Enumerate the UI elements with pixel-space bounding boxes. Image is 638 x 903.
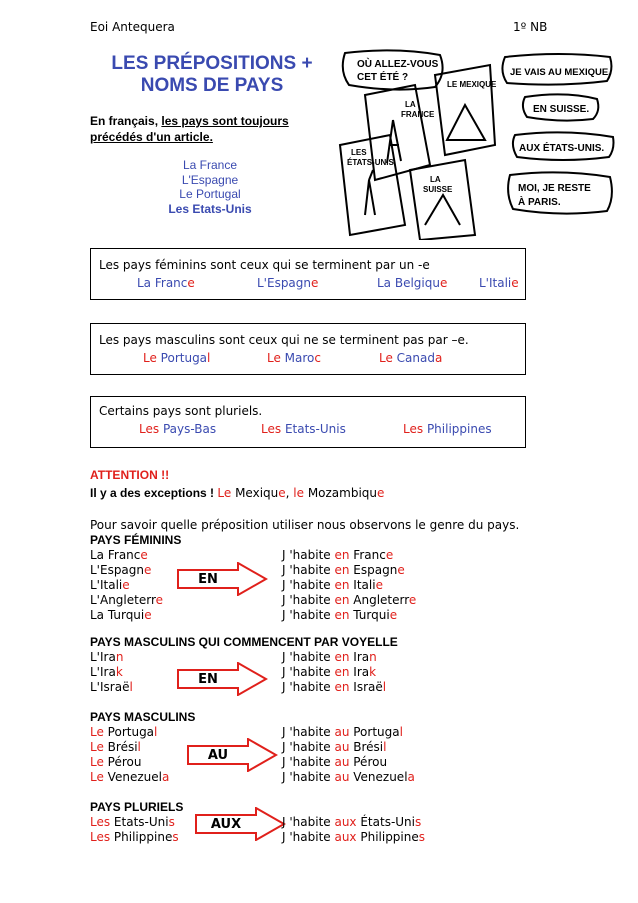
example-item: La France bbox=[182, 158, 238, 172]
book4-line2: SUISSE bbox=[423, 185, 453, 194]
list-item: La France bbox=[90, 548, 148, 562]
speech-bubble-1 bbox=[343, 50, 443, 89]
book2-line2: FRANCE bbox=[401, 110, 435, 119]
list-item: J 'habite aux États-Unis bbox=[282, 815, 422, 829]
masculine-rule-box bbox=[90, 323, 526, 375]
book3-line2: ÉTATS-UNIS bbox=[347, 158, 394, 167]
list-item: L'Israël bbox=[90, 680, 133, 694]
page-title bbox=[92, 53, 332, 97]
plural-example: Les Philippines bbox=[403, 422, 492, 436]
list-item: J 'habite au Brésil bbox=[282, 740, 387, 754]
masculine-rule-text: Les pays masculins sont ceux qui ne se terminent pas par –e. bbox=[99, 333, 469, 347]
book-mexique bbox=[435, 65, 495, 155]
statue-sketch bbox=[365, 170, 375, 215]
list-item: L'Italie bbox=[90, 578, 130, 592]
book4-line1: LA bbox=[430, 175, 441, 184]
list-item: Le Pérou bbox=[90, 755, 142, 769]
bubble1-line1: OÙ ALLEZ-VOUS bbox=[357, 59, 439, 70]
masc-vowel-left-list bbox=[90, 650, 133, 695]
feminine-example: La France bbox=[137, 276, 195, 290]
feminine-right-list bbox=[282, 548, 416, 623]
masculine-example: Le Portugal bbox=[143, 351, 211, 365]
example-item: Le Portugal bbox=[179, 187, 241, 201]
list-item: Le Portugal bbox=[90, 725, 158, 739]
plural-left-list bbox=[90, 815, 179, 845]
attention-heading: ATTENTION !! bbox=[90, 468, 170, 482]
section-heading-plural: PAYS PLURIELS bbox=[90, 800, 184, 814]
title-line-2: NOMS DE PAYS bbox=[140, 75, 284, 96]
list-item: J 'habite au Venezuela bbox=[282, 770, 415, 784]
example-item: Les Etats-Unis bbox=[168, 201, 252, 216]
list-item: J 'habite en Italie bbox=[282, 578, 383, 592]
list-item: J 'habite en Angleterre bbox=[282, 593, 417, 607]
list-item: Les Etats-Unis bbox=[90, 815, 175, 829]
book3-line1: LES bbox=[351, 148, 367, 157]
header-left: Eoi Antequera bbox=[90, 20, 175, 34]
book-etats-unis bbox=[340, 135, 405, 235]
section-heading-feminine: PAYS FÉMININS bbox=[90, 533, 182, 547]
book1-label: LE MEXIQUE bbox=[447, 80, 497, 89]
list-item: J 'habite en France bbox=[282, 548, 394, 562]
feminine-example: L'Italie bbox=[479, 276, 519, 290]
feminine-rule-box bbox=[90, 248, 526, 300]
cartoon-illustration bbox=[335, 45, 615, 240]
feminine-rule-text: Les pays féminins sont ceux qui se terminent par un -e bbox=[99, 258, 430, 272]
list-item: L'Espagne bbox=[90, 563, 152, 577]
plural-example: Les Pays-Bas bbox=[139, 422, 217, 436]
list-item: La Turquie bbox=[90, 608, 152, 622]
list-item: J 'habite aux Philippines bbox=[282, 830, 426, 844]
explain-text: Pour savoir quelle préposition utiliser nous observons le genre du pays. bbox=[90, 518, 520, 532]
list-item: L'Irak bbox=[90, 665, 123, 679]
arrow-label-feminine: EN bbox=[198, 572, 218, 587]
list-item: J 'habite en Israël bbox=[282, 680, 387, 694]
list-item: L'Iran bbox=[90, 650, 124, 664]
masc-left-list bbox=[90, 725, 169, 785]
title-line-1: LES PRÉPOSITIONS + bbox=[111, 53, 313, 74]
book2-line1: LA bbox=[405, 100, 416, 109]
list-item: Le Brésil bbox=[90, 740, 141, 754]
masculine-example: Le Canada bbox=[379, 351, 443, 365]
arrow-label-masculine: AU bbox=[207, 748, 229, 763]
plural-right-list bbox=[282, 815, 425, 845]
feminine-left-list bbox=[90, 548, 163, 623]
bubble3-text: EN SUISSE. bbox=[533, 104, 590, 115]
examples-list bbox=[110, 158, 310, 216]
list-item: Le Venezuela bbox=[90, 770, 170, 784]
bubble4-text: AUX ÉTATS-UNIS. bbox=[519, 143, 605, 154]
list-item: J 'habite en Irak bbox=[282, 665, 377, 679]
bubble2-text: JE VAIS AU MEXIQUE. bbox=[510, 67, 611, 78]
arrow-label-plural: AUX bbox=[210, 817, 242, 832]
intro-line2: précédés d'un article. bbox=[90, 130, 213, 144]
section-heading-masculine: PAYS MASCULINS bbox=[90, 710, 196, 724]
example-item: L'Espagne bbox=[181, 172, 239, 187]
masculine-example: Le Maroc bbox=[267, 351, 321, 365]
list-item: L'Angleterre bbox=[90, 593, 164, 607]
masc-right-list bbox=[282, 725, 415, 785]
feminine-example: L'Espagne bbox=[257, 276, 319, 290]
bubble5-line2: À PARIS. bbox=[518, 197, 561, 208]
mountain-sketch bbox=[425, 195, 460, 225]
header-right: 1º NB bbox=[513, 20, 548, 34]
list-item: Les Philippines bbox=[90, 830, 179, 844]
bubble5-line1: MOI, JE RESTE bbox=[518, 183, 591, 194]
plural-rule-text: Certains pays sont pluriels. bbox=[99, 404, 263, 418]
list-item: J 'habite en Espagne bbox=[282, 563, 405, 577]
plural-rule-box bbox=[90, 396, 526, 448]
list-item: J 'habite au Portugal bbox=[282, 725, 403, 739]
arrow-label-masculine-vowel: EN bbox=[198, 672, 218, 687]
section-heading-masculine-vowel: PAYS MASCULINS QUI COMMENCENT PAR VOYELLE bbox=[90, 635, 398, 649]
intro-text bbox=[90, 113, 330, 145]
exceptions-line: Il y a des exceptions ! Le Mexique, le Mozambique bbox=[90, 486, 385, 500]
list-item: J 'habite en Turquie bbox=[282, 608, 398, 622]
plural-example: Les Etats-Unis bbox=[261, 422, 346, 436]
book-suisse bbox=[410, 160, 475, 240]
feminine-example: La Belgique bbox=[377, 276, 448, 290]
masc-vowel-right-list bbox=[282, 650, 386, 695]
list-item: J 'habite au Pérou bbox=[282, 755, 388, 769]
list-item: J 'habite en Iran bbox=[282, 650, 377, 664]
intro-underlined: les pays sont toujours bbox=[161, 114, 289, 128]
pyramid-sketch bbox=[447, 105, 485, 140]
bubble1-line2: CET ÉTÉ ? bbox=[357, 72, 409, 83]
intro-part1: En français, bbox=[90, 114, 162, 128]
